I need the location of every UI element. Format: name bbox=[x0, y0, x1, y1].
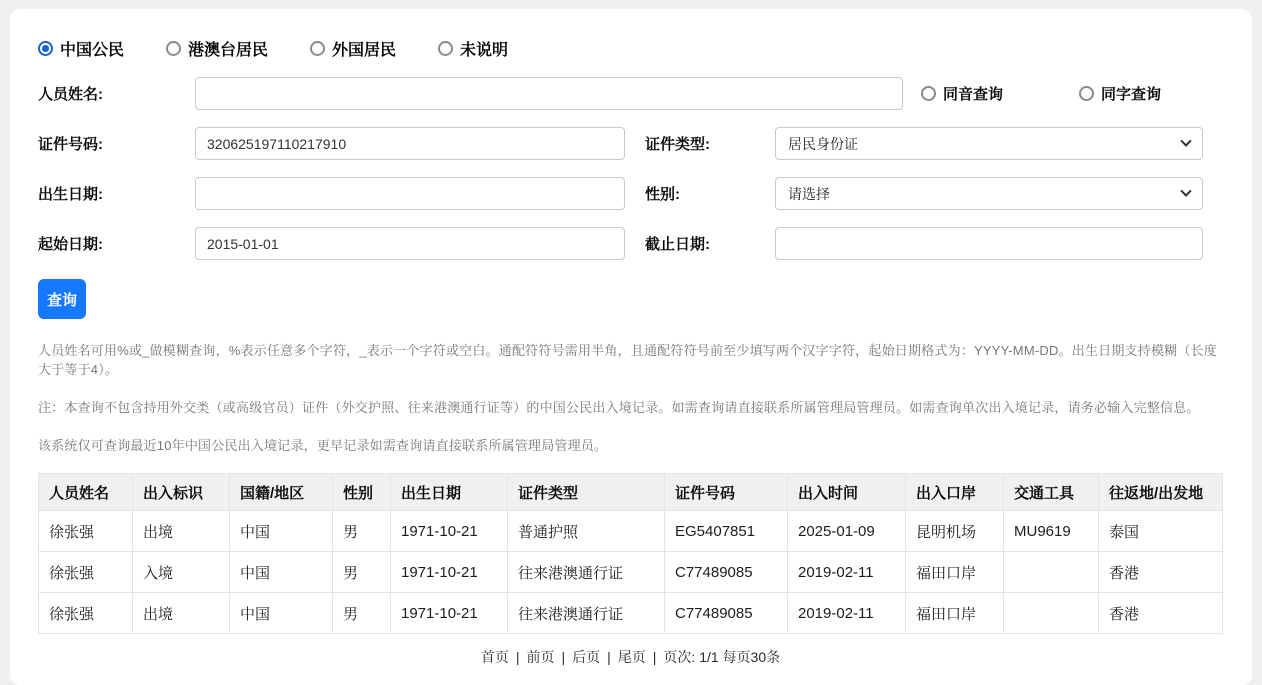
table-row bbox=[39, 593, 1223, 634]
cell-gender: 男 bbox=[333, 552, 391, 593]
radio-icon bbox=[438, 41, 453, 56]
radio-icon bbox=[1079, 86, 1094, 101]
radio-foreign-resident-label: 外国居民 bbox=[332, 42, 397, 59]
col-header-direction: 出入标识 bbox=[133, 474, 230, 511]
cell-direction: 出境 bbox=[133, 511, 230, 552]
cell-datetime: 2025-01-09 bbox=[788, 511, 906, 552]
id-row bbox=[38, 127, 1223, 160]
gender-select[interactable] bbox=[775, 177, 1203, 210]
radio-hmt-resident-label: 港澳台居民 bbox=[188, 42, 269, 59]
cell-port: 福田口岸 bbox=[906, 593, 1004, 634]
cell-doc-number: C77489085 bbox=[665, 552, 788, 593]
col-header-datetime: 出入时间 bbox=[788, 474, 906, 511]
help-notes bbox=[38, 340, 1223, 454]
cell-doc-type: 往来港澳通行证 bbox=[508, 552, 665, 593]
id-type-label: 证件类型: bbox=[645, 136, 710, 153]
cell-doc-number: EG5407851 bbox=[665, 511, 788, 552]
radio-foreign-resident[interactable] bbox=[310, 37, 396, 60]
cell-birthdate: 1971-10-21 bbox=[391, 593, 508, 634]
note-exclusion: 注：本查询不包含持用外交类（或高级官员）证件（外交护照、往来港澳通行证等）的中国公民出入境记录。如需查询请直接联系所属管理局管理员。如需查询单次出入境记录，请务必输入完整信息。 bbox=[38, 400, 1200, 415]
birth-date-label: 出生日期: bbox=[38, 186, 103, 203]
pagination-info: 页次: 1/1 每页30条 bbox=[663, 649, 781, 665]
radio-china-citizen[interactable] bbox=[38, 37, 124, 60]
note-retention: 该系统仅可查询最近10年中国公民出入境记录，更早记录如需查询请直接联系所属管理局管理员。 bbox=[38, 438, 608, 453]
col-header-name: 人员姓名 bbox=[39, 474, 133, 511]
table-row bbox=[39, 511, 1223, 552]
start-date-input[interactable] bbox=[195, 227, 625, 260]
name-input[interactable] bbox=[195, 77, 903, 110]
cell-doc-number: C77489085 bbox=[665, 593, 788, 634]
pagination-separator: | bbox=[561, 649, 566, 665]
citizen-type-group bbox=[38, 33, 1223, 60]
records-table bbox=[38, 473, 1223, 634]
gender-label: 性别: bbox=[645, 186, 680, 203]
cell-nationality: 中国 bbox=[230, 511, 333, 552]
cell-transport bbox=[1004, 593, 1099, 634]
cell-gender: 男 bbox=[333, 593, 391, 634]
radio-icon bbox=[310, 41, 325, 56]
pagination-separator: | bbox=[515, 649, 520, 665]
cell-name: 徐张强 bbox=[39, 511, 133, 552]
radio-icon bbox=[921, 86, 936, 101]
id-number-label: 证件号码: bbox=[38, 136, 103, 153]
pagination-next-link[interactable]: 后页 bbox=[572, 649, 601, 665]
homophone-label: 同音查询 bbox=[943, 86, 1004, 103]
cell-doc-type: 普通护照 bbox=[508, 511, 665, 552]
col-header-doc-number: 证件号码 bbox=[665, 474, 788, 511]
pagination-first-link[interactable]: 首页 bbox=[480, 649, 509, 665]
birth-date-input[interactable] bbox=[195, 177, 625, 210]
cell-port: 昆明机场 bbox=[906, 511, 1004, 552]
cell-destination: 泰国 bbox=[1099, 511, 1223, 552]
col-header-transport: 交通工具 bbox=[1004, 474, 1099, 511]
query-panel bbox=[10, 9, 1252, 685]
chevron-down-icon bbox=[1180, 135, 1191, 146]
col-header-doc-type: 证件类型 bbox=[508, 474, 665, 511]
start-date-label: 起始日期: bbox=[38, 236, 103, 253]
query-button[interactable]: 查询 bbox=[38, 279, 86, 319]
pagination bbox=[38, 647, 1223, 667]
pagination-separator: | bbox=[652, 649, 657, 665]
pagination-separator: | bbox=[607, 649, 611, 665]
homograph-radio[interactable] bbox=[1079, 83, 1161, 104]
id-type-select-value: 居民身份证 bbox=[788, 135, 858, 152]
cell-doc-type: 往来港澳通行证 bbox=[508, 593, 665, 634]
table-header-row bbox=[39, 474, 1223, 511]
radio-unspecified-label: 未说明 bbox=[460, 42, 509, 59]
pagination-last-link[interactable]: 尾页 bbox=[617, 649, 646, 665]
table-row bbox=[39, 552, 1223, 593]
radio-icon bbox=[166, 41, 181, 56]
id-type-select[interactable] bbox=[775, 127, 1203, 160]
cell-destination: 香港 bbox=[1099, 593, 1223, 634]
cell-name: 徐张强 bbox=[39, 552, 133, 593]
cell-transport bbox=[1004, 552, 1099, 593]
radio-icon bbox=[38, 41, 53, 56]
radio-china-citizen-label: 中国公民 bbox=[60, 42, 125, 59]
cell-name: 徐张强 bbox=[39, 593, 133, 634]
cell-birthdate: 1971-10-21 bbox=[391, 552, 508, 593]
cell-birthdate: 1971-10-21 bbox=[391, 511, 508, 552]
name-query-options bbox=[921, 83, 1161, 104]
chevron-down-icon bbox=[1180, 185, 1191, 196]
col-header-port: 出入口岸 bbox=[906, 474, 1004, 511]
name-row bbox=[38, 77, 1223, 110]
cell-port: 福田口岸 bbox=[906, 552, 1004, 593]
homograph-label: 同字查询 bbox=[1101, 86, 1162, 103]
end-date-input[interactable] bbox=[775, 227, 1203, 260]
id-number-input[interactable] bbox=[195, 127, 625, 160]
radio-unspecified[interactable] bbox=[438, 37, 508, 60]
cell-transport: MU9619 bbox=[1004, 511, 1099, 552]
cell-datetime: 2019-02-11 bbox=[788, 593, 906, 634]
radio-hmt-resident[interactable] bbox=[166, 37, 268, 60]
name-label: 人员姓名: bbox=[38, 86, 103, 103]
gender-select-value: 请选择 bbox=[788, 185, 830, 202]
cell-direction: 入境 bbox=[133, 552, 230, 593]
cell-destination: 香港 bbox=[1099, 552, 1223, 593]
birth-gender-row bbox=[38, 177, 1223, 210]
note-wildcard: 人员姓名可用%或_做模糊查询，%表示任意多个字符，_表示一个字符或空白。通配符符号需用半角，且通配符符号前至少填写两个汉字字符，起始日期格式为：YYYY-MM-DD。出生日期支持模糊（长度大于等于4）。 bbox=[38, 343, 1217, 377]
col-header-destination: 往返地/出发地 bbox=[1099, 474, 1223, 511]
cell-gender: 男 bbox=[333, 511, 391, 552]
cell-datetime: 2019-02-11 bbox=[788, 552, 906, 593]
col-header-nationality: 国籍/地区 bbox=[230, 474, 333, 511]
cell-nationality: 中国 bbox=[230, 552, 333, 593]
homophone-radio[interactable] bbox=[921, 83, 1003, 104]
cell-direction: 出境 bbox=[133, 593, 230, 634]
date-range-row bbox=[38, 227, 1223, 260]
col-header-gender: 性别 bbox=[333, 474, 391, 511]
pagination-prev-link[interactable]: 前页 bbox=[526, 649, 555, 665]
end-date-label: 截止日期: bbox=[645, 236, 710, 253]
col-header-birthdate: 出生日期 bbox=[391, 474, 508, 511]
cell-nationality: 中国 bbox=[230, 593, 333, 634]
